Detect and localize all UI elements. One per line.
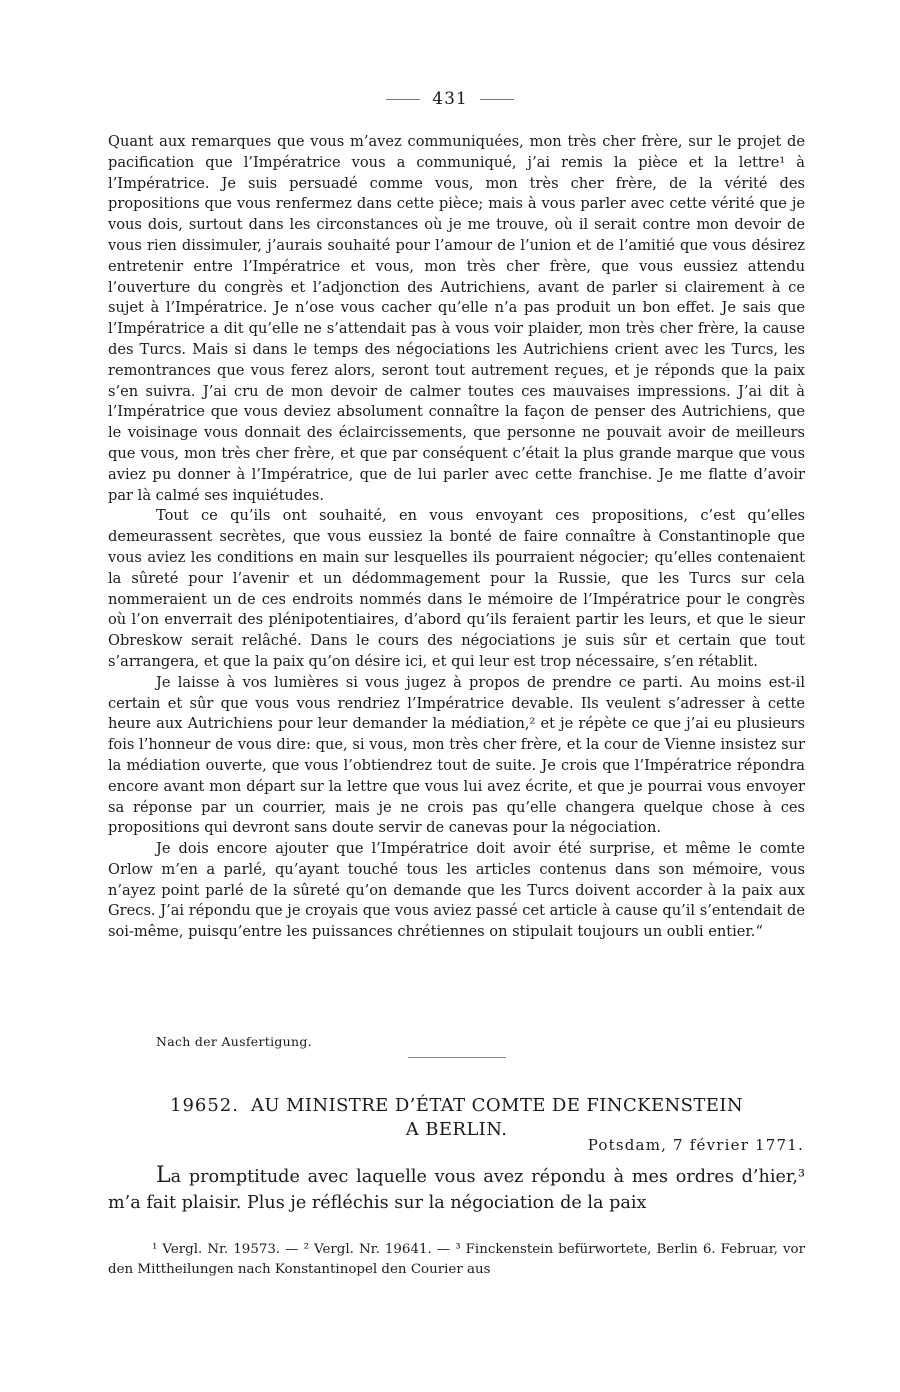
page-number-text: 431 (432, 89, 468, 109)
letter-text (108, 1163, 805, 1216)
letter-paragraph (108, 1163, 805, 1216)
document-number: 19652. (170, 1095, 239, 1116)
document-heading-line1 (108, 1094, 805, 1118)
paragraph-4: Je dois encore ajouter que l’Impératrice doit avoir été surprise, et même le comte Orlow m’en a parlé, qu’ayant touché tous les articles contenus dans son mémoire, vous n’ayez point parlé de la sûreté qu’on demande que les Turcs doivent accorder à la paix aux Grecs. J’ai répondu que je croyais que vous aviez passé cet article à cause qu’il s’entendait de soi-même, puisqu’entre les puissances chrétiennes on stipulait toujours un oubli entier.“ (108, 840, 805, 941)
paragraph-3: Je laisse à vos lumières si vous jugez à propos de prendre ce parti. Au moins est-il certain et sûr que vous vous rendriez l’Impératrice devable. Ils veulent s’adresser à cette heure aux Autrichiens pour leur demander la médiation,² et je répète ce que j’ai eu plusieurs fois l’honneur de vous dire: que, si vous, mon très cher frère, et la cour de Vienne insistez sur la médiation ouverte, que vous l’obtiendrez tout de suite. Je crois que l’Impératrice répondra encore avant mon départ sur la lettre que vous lui avez écrite, et que je pourrai vous envoyer sa réponse par un courrier, mais je ne crois pas qu’elle changera quelque chose à ces propositions qui devront sans doute servir de canevas pour la négociation. (108, 673, 805, 837)
section-divider (408, 1057, 506, 1058)
header-rule-right (480, 99, 514, 100)
document-heading (108, 1094, 805, 1142)
page-number (0, 89, 900, 109)
document-title-line1: AU MINISTRE D’ÉTAT COMTE DE FINCKENSTEIN (250, 1095, 743, 1116)
initial-letter: L (156, 1163, 171, 1188)
header-rule-left (386, 99, 420, 100)
paragraph-1: Quant aux remarques que vous m’avez communiquées, mon très cher frère, sur le projet de pacification que l’Impératrice vous a communiqué, j’ai remis la pièce et la lettre¹ à l’Impératrice. Je suis persuadé comme vous, mon très cher frère, de la vérité des propositions que vous renfermez dans cette pièce; mais à vous parler avec cette vérité que je vous dois, surtout dans les circonstances où je me trouve, où il serait contre mon devoir de vous rien dissimuler, j’aurais souhaité pour l’amour de l’union et de l’amitié que vous désirez entretenir entre l’Impératrice et vous, mon très cher frère, que vous eussiez attendu l’ouverture du congrès et l’adjonction des Autrichiens, avant de parler si clairement à ce sujet à l’Impératrice. Je n’ose vous cacher qu’elle n’a pas produit un bon effet. Je sais que l’Impératrice a dit qu’elle ne s’attendait pas à vous voir plaider, mon très cher frère, la cause des Turcs. Mais si dans le temps des négociations les Autrichiens crient avec les Turcs, les remontrances que vous ferez alors, seront tout autrement reçues, et je réponds que la paix s’en suivra. J’ai cru de mon devoir de calmer toutes ces mauvaises impressions. J’ai dit à l’Impératrice que vous deviez absolument connaître la façon de penser des Autrichiens, que le voisinage vous donnait des éclaircissements, que personne ne pouvait avoir de meilleurs que vous, mon très cher frère, et que par conséquent c’était la plus grande marque que vous aviez pu donner à l’Impératrice, que de lui parler avec cette franchise. Je me flatte d’avoir par là calmé ses inquiétudes. (108, 133, 805, 504)
source-note: Nach der Ausfertigung. (156, 1034, 312, 1049)
footnotes: ¹ Vergl. Nr. 19573. — ² Vergl. Nr. 19641. — ³ Finckenstein befürwortete, Berlin 6. Februar, vor den Mittheilungen nach Konstantinopel den Courier aus (108, 1242, 805, 1277)
paragraph-2: Tout ce qu’ils ont souhaité, en vous envoyant ces propositions, c’est qu’elles demeurassent secrètes, que vous eussiez la bonté de faire connaître à Constantinople que vous aviez les conditions en main sur lesquelles ils pourraient négocier; qu’elles contenaient la sûreté pour l’avenir et un dédommagement pour la Russie, que les Turcs sur cela nommeraient un de ces endroits nommés dans le mémoire de l’Impératrice pour le congrès où l’on enverrait des plénipotentiaires, d’abord qu’ils feraient partir les leurs, et que le sieur Obreskow serait relâché. Dans le cours des négociations je suis sûr et certain que tout s’arrangera, et que la paix qu’on désire ici, et qui leur est trop nécessaire, s’en rétablit. (108, 507, 805, 670)
body-text (108, 132, 805, 943)
letter-body: a promptitude avec laquelle vous avez répondu à mes ordres d’hier,³ m’a fait plaisir. Plus je réfléchis sur la négociation de la paix (108, 1167, 805, 1213)
dateline: Potsdam, 7 février 1771. (587, 1136, 804, 1154)
document-title-line2: A BERLIN. (405, 1119, 508, 1140)
